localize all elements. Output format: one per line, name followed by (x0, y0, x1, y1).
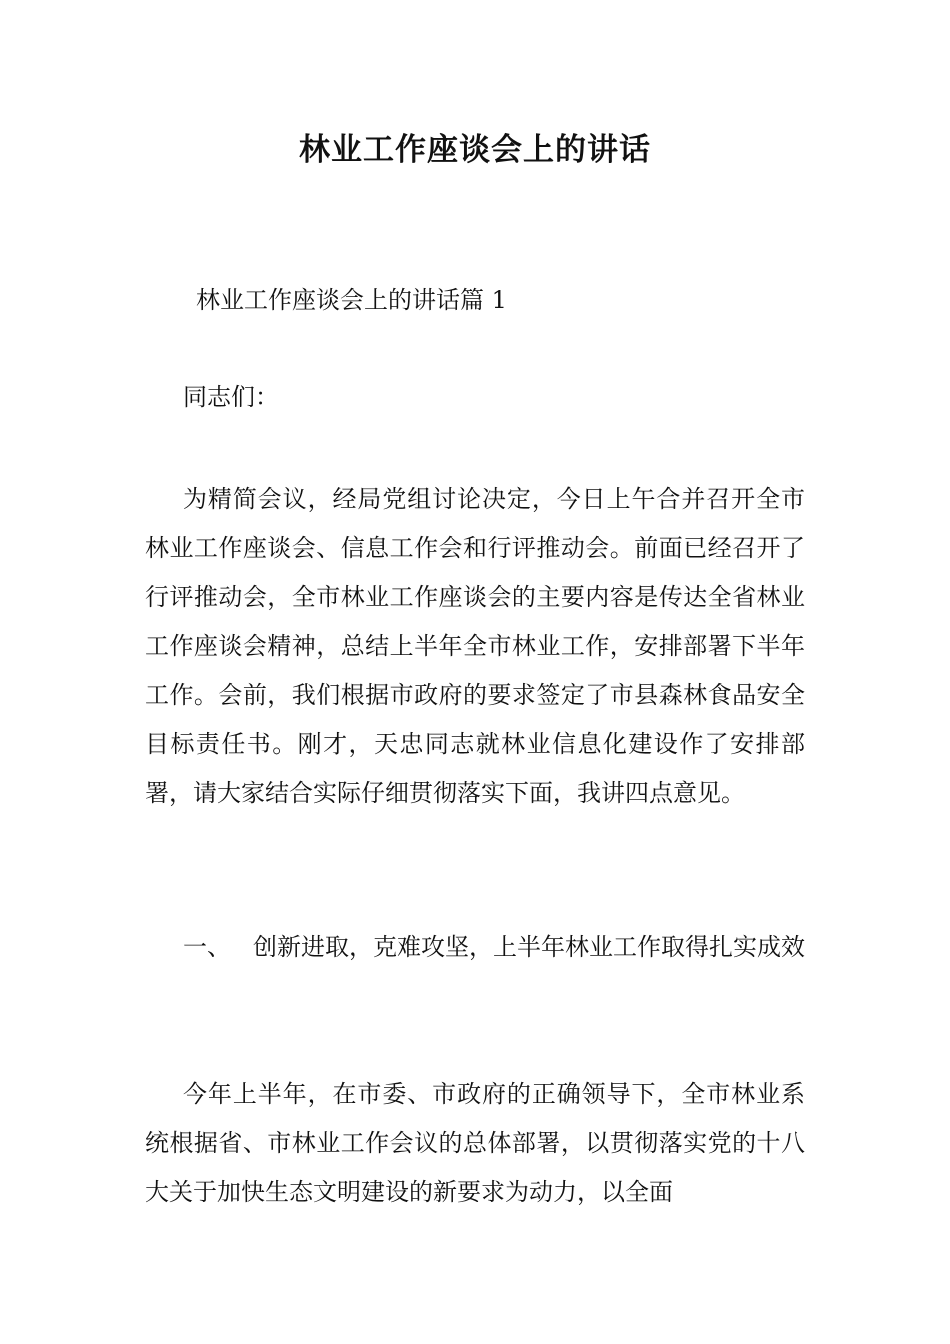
document-subtitle: 林业工作座谈会上的讲话篇 1 (196, 286, 507, 314)
paragraph-intro: 为精简会议，经局党组讨论决定，今日上午合并召开全市林业工作座谈会、信息工作会和行评推动会。前面已经召开了行评推动会，全市林业工作座谈会的主要内容是传达全省林业工作座谈会精神，总结上半年全市林业工作，安排部署下半年工作。会前，我们根据市政府的要求签定了市县森林食品安全目标责任书。刚才，天忠同志就林业信息化建设作了安排部署，请大家结合实际仔细贯彻落实下面，我讲四点意见。 (145, 485, 805, 807)
section-heading-text: 创新进取，克难攻坚，上半年林业工作取得扎实成效 (253, 933, 805, 961)
document-title: 林业工作座谈会上的讲话 (299, 132, 651, 168)
greeting: 同志们： (183, 383, 279, 411)
section-heading-1 (145, 923, 805, 972)
section-number: 一、 (183, 933, 231, 961)
paragraph-first-half-year: 今年上半年，在市委、市政府的正确领导下，全市林业系统根据省、市林业工作会议的总体部署，以贯彻落实党的十八大关于加快生态文明建设的新要求为动力，以全面 (145, 1080, 805, 1206)
